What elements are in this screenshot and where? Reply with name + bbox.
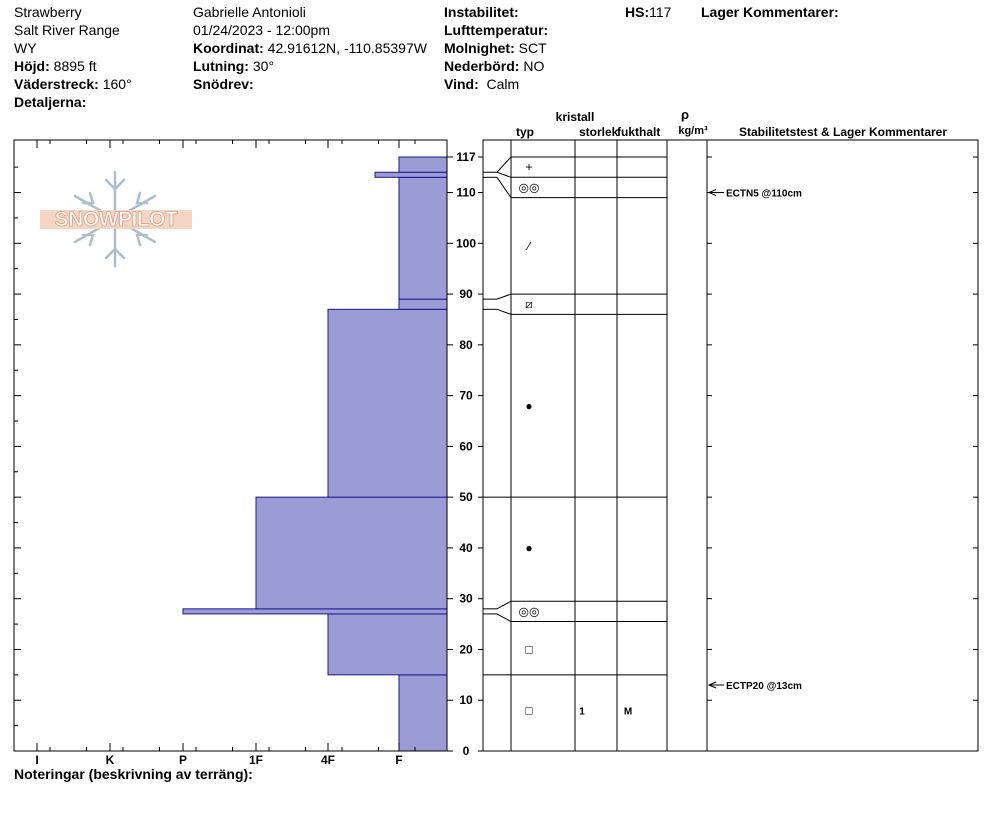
depth-tick-label: 70 bbox=[459, 388, 473, 403]
crystal-size: 1 bbox=[579, 706, 585, 718]
hs-value: 117 bbox=[649, 4, 672, 20]
wind-label: Vind: bbox=[444, 76, 479, 92]
crystal-symbol: ● bbox=[525, 398, 533, 413]
depth-tick-label: 40 bbox=[459, 540, 473, 555]
drift-label: Snödrev: bbox=[193, 76, 254, 92]
stability-tests bbox=[709, 189, 802, 692]
wind-value: Calm bbox=[486, 76, 520, 92]
crystal-symbol: + bbox=[525, 160, 533, 175]
boundary-connector bbox=[497, 177, 511, 197]
hardness-tick-label: 1F bbox=[248, 753, 264, 767]
location-name: Strawberry bbox=[14, 4, 82, 20]
hardness-tick-label: P bbox=[178, 753, 188, 767]
boundary-connector bbox=[497, 294, 511, 299]
sky-label: Molnighet: bbox=[444, 40, 515, 56]
hardness-layer-bar bbox=[328, 614, 447, 675]
boundary-connector bbox=[497, 172, 511, 177]
hardness-layers bbox=[183, 157, 447, 751]
air-temp-label: Lufttemperatur: bbox=[444, 22, 549, 38]
stability-test-label: ECTN5 @110cm bbox=[726, 188, 802, 200]
precip-value: NO bbox=[523, 58, 545, 74]
state-name: WY bbox=[14, 40, 37, 56]
hardness-tick-label: I bbox=[35, 753, 39, 767]
depth-tick-label: 10 bbox=[459, 693, 473, 708]
hardness-layer-bar bbox=[399, 177, 447, 299]
crystal-symbol: ⧄ bbox=[525, 297, 533, 312]
snowpilot-logo bbox=[40, 172, 192, 266]
elevation-value: 8895 ft bbox=[53, 58, 97, 74]
stability-test-label: ECTP20 @13cm bbox=[726, 681, 802, 692]
crystal-moisture: M bbox=[623, 706, 633, 718]
hardness-tick-label: F bbox=[395, 753, 403, 767]
depth-tick-label: 0 bbox=[462, 744, 470, 758]
crystal-symbol: ∕ bbox=[527, 238, 531, 253]
aspect-value: 160° bbox=[102, 76, 132, 92]
hardness-layer-bar bbox=[375, 172, 447, 177]
terrain-notes-label: Noteringar (beskrivning av terräng): bbox=[14, 766, 253, 782]
crystal-symbol: □ bbox=[525, 642, 533, 657]
aspect-label: Väderstreck: bbox=[14, 76, 99, 92]
precip-label: Nederbörd: bbox=[444, 58, 520, 74]
col-moisture-header: fukthalt bbox=[617, 125, 661, 139]
depth-tick-label: 30 bbox=[459, 591, 473, 606]
crystal-symbol: □ bbox=[525, 703, 533, 718]
col-type-header: typ bbox=[516, 125, 534, 139]
boundary-connector bbox=[497, 309, 511, 314]
layer-comments-label: Lager Kommentarer: bbox=[701, 4, 839, 20]
range-name: Salt River Range bbox=[14, 22, 120, 38]
hardness-tick-label: K bbox=[105, 753, 115, 767]
hardness-tick-label: 4F bbox=[320, 753, 336, 767]
coordinate-label: Koordinat: bbox=[193, 40, 264, 56]
depth-tick-label: 50 bbox=[459, 490, 473, 505]
sky-value: SCT bbox=[518, 40, 547, 56]
details-label: Detaljerna: bbox=[14, 94, 87, 110]
boundary-connector bbox=[497, 614, 511, 622]
depth-tick-label: 20 bbox=[459, 642, 473, 657]
instability-label: Instabilitet: bbox=[444, 4, 519, 20]
depth-axis bbox=[447, 150, 978, 758]
col-size-header: storlek bbox=[579, 125, 619, 139]
hs-label: HS: bbox=[625, 4, 650, 20]
hardness-layer-bar bbox=[183, 609, 447, 614]
depth-tick-label: 117 bbox=[456, 150, 476, 164]
layer-table bbox=[483, 140, 978, 751]
hardness-layer-bar bbox=[399, 157, 447, 172]
crystal-symbol: ● bbox=[525, 540, 533, 555]
depth-tick-label: 90 bbox=[459, 287, 473, 302]
col-crystal-header: kristall bbox=[555, 110, 595, 124]
hardness-layer-bar bbox=[256, 497, 447, 609]
depth-tick-label: 60 bbox=[459, 439, 473, 454]
logo-wordmark: SNOWPILOT bbox=[54, 208, 178, 231]
col-stability-header: Stabilitetstest & Lager Kommentarer bbox=[738, 125, 948, 139]
slope-label: Lutning: bbox=[193, 58, 249, 74]
depth-tick-label: 110 bbox=[456, 185, 476, 200]
observer-name: Gabrielle Antonioli bbox=[193, 4, 306, 20]
slope-value: 30° bbox=[252, 58, 275, 74]
crystal-symbol: ◎◎ bbox=[518, 180, 540, 195]
hardness-layer-bar bbox=[328, 309, 447, 497]
depth-tick-label: 80 bbox=[459, 337, 473, 352]
boundary-connector bbox=[497, 601, 511, 609]
crystal-symbol: ◎◎ bbox=[518, 604, 540, 619]
col-rho-header: ρ bbox=[680, 107, 690, 122]
hardness-layer-bar bbox=[399, 299, 447, 309]
depth-tick-label: 100 bbox=[455, 236, 477, 251]
col-density-unit: kg/m³ bbox=[678, 125, 708, 137]
observation-datetime: 01/24/2023 - 12:00pm bbox=[193, 22, 330, 38]
hardness-layer-bar bbox=[399, 675, 447, 751]
boundary-connector bbox=[497, 157, 511, 172]
coordinate-value: 42.91612N, -110.85397W bbox=[267, 40, 427, 56]
elevation-label: Höjd: bbox=[14, 58, 50, 74]
